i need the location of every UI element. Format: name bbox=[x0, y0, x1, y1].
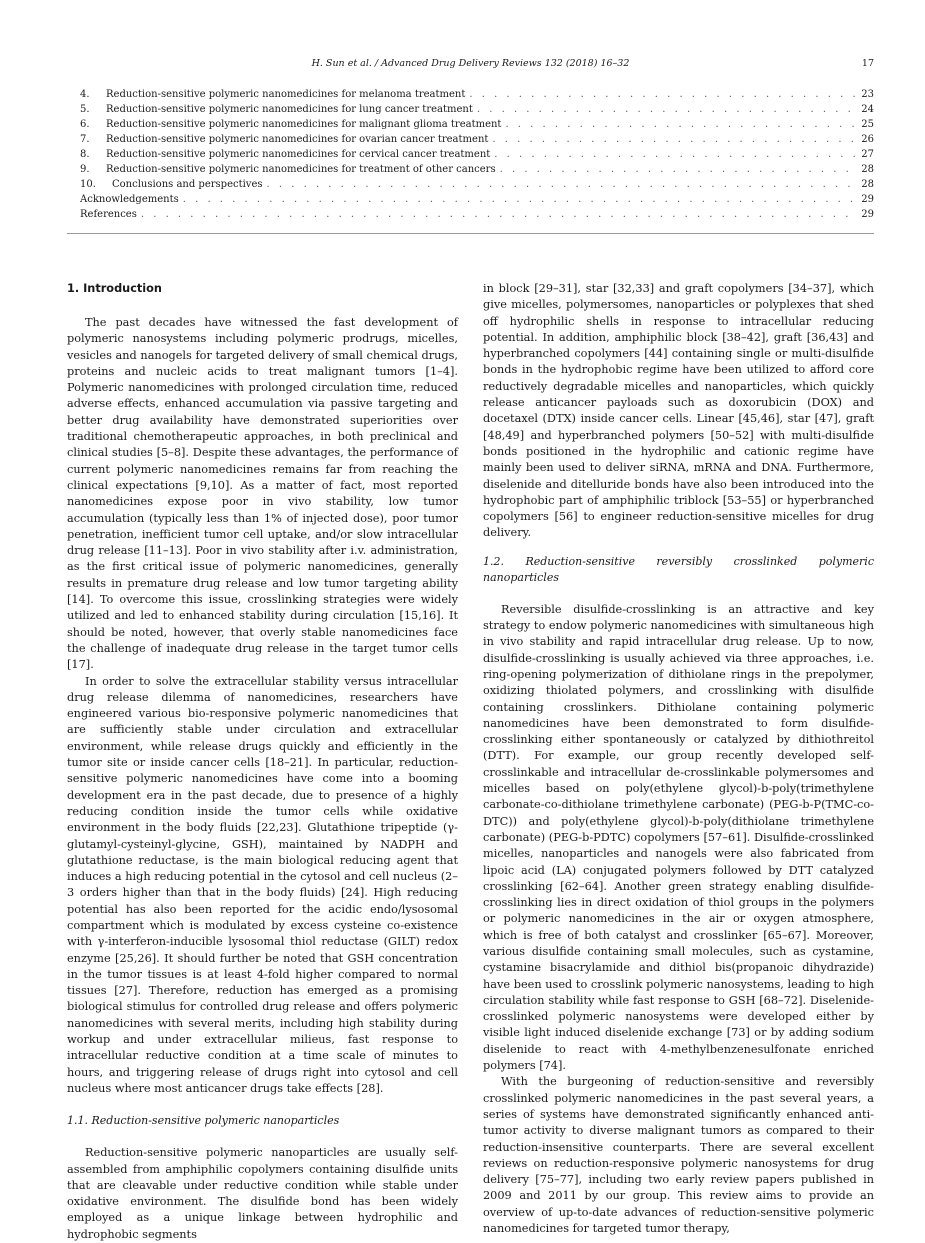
toc-page: 23 bbox=[861, 89, 874, 100]
toc-leader bbox=[505, 117, 856, 132]
toc-page: 29 bbox=[861, 194, 874, 205]
toc-leader bbox=[492, 132, 856, 147]
running-title: H. Sun et al. / Advanced Drug Delivery Reviews 132 (2018) 16–32 bbox=[311, 58, 630, 69]
subsection-heading: 1.2. Reduction-sensitive reversibly crosslinked polymeric nanoparticles bbox=[483, 554, 874, 584]
toc-title: References bbox=[80, 209, 137, 220]
toc-entry[interactable] bbox=[80, 132, 874, 147]
toc-title: Reduction-sensitive polymeric nanomedicines for malignant glioma treatment bbox=[106, 119, 502, 130]
toc-page: 24 bbox=[861, 104, 874, 115]
toc-leader bbox=[500, 162, 856, 177]
subsection-heading: 1.1. Reduction-sensitive polymeric nanoparticles bbox=[67, 1114, 340, 1128]
toc-title: Reduction-sensitive polymeric nanomedicines for melanoma treatment bbox=[106, 89, 466, 100]
paragraph: With the burgeoning of reduction-sensitive and reversibly crosslinked polymeric nanomedicines in the past several years, a series of systems have demonstrated significantly enhanced anti-tumor activity to diverse malignant tumors as compared to their reduction-insensitive counterparts. There are several excellent reviews on reduction-responsive polymeric nanosystems for drug delivery [75–77], including two early review papers published in 2009 and 2011 by our group. This review aims to provide an overview of up-to-date advances of reduction-sensitive polymeric nanomedicines for targeted tumor therapy, bbox=[483, 1075, 874, 1236]
toc-title: Reduction-sensitive polymeric nanomedicines for cervical cancer treatment bbox=[106, 149, 491, 160]
toc-number: 8. bbox=[80, 149, 90, 160]
toc-number: 10. bbox=[80, 179, 96, 190]
toc-page: 26 bbox=[861, 134, 874, 145]
toc-leader bbox=[477, 102, 856, 117]
toc-entry[interactable] bbox=[80, 147, 874, 162]
toc-title: Reduction-sensitive polymeric nanomedicines for treatment of other cancers bbox=[106, 164, 496, 175]
toc-leader bbox=[469, 87, 856, 102]
toc-title: Acknowledgements bbox=[80, 194, 179, 205]
toc-leader bbox=[267, 177, 856, 192]
section-divider bbox=[67, 233, 874, 234]
toc-number: 4. bbox=[80, 89, 90, 100]
toc-entry[interactable] bbox=[80, 177, 874, 192]
page-number: 17 bbox=[861, 58, 874, 69]
toc-leader bbox=[494, 147, 856, 162]
toc-page: 28 bbox=[861, 179, 874, 190]
toc-title: Reduction-sensitive polymeric nanomedicines for lung cancer treatment bbox=[106, 104, 473, 115]
toc-leader bbox=[183, 192, 856, 207]
toc-entry[interactable] bbox=[80, 192, 874, 207]
toc-page: 28 bbox=[861, 164, 874, 175]
toc-leader bbox=[141, 207, 856, 222]
toc-number: 9. bbox=[80, 164, 90, 175]
toc-entry[interactable] bbox=[80, 87, 874, 102]
paragraph: In order to solve the extracellular stability versus intracellular drug release dilemma of nanomedicines, researchers have engineered various bio-responsive polymeric nanomedicines that are sufficiently stable under circulation and extracellular environment, while release drugs quickly and efficiently in the tumor site or inside cancer cells [18–21]. In particular, reduction-sensitive polymeric nanomedicines have come into a booming development era in the past decade, due to presence of a highly reducing condition inside the tumor cells while oxidative environment in the body fluids [22,23]. Glutathione tripeptide (γ-glutamyl-cysteinyl-glycine, GSH), maintained by NADPH and glutathione reductase, is the main biological reducing agent that induces a high reducing potential in the cytosol and cell nucleus (2–3 orders higher than that in the body fluids) [24]. High reducing potential has also been reported for the acidic endo/lysosomal compartment which is modulated by excess cysteine co-existence with γ-interferon-inducible lysosomal thiol reductase (GILT) redox enzyme [25,26]. It should further be noted that GSH concentration in the tumor tissues is at least 4-fold higher compared to normal tissues [27]. Therefore, reduction has emerged as a promising biological stimulus for controlled drug release and offers polymeric nanomedicines with several merits, including high stability during workup and under extracellular milieus, fast response to intracellular reductive condition at a time scale of minutes to hours, and triggering release of drugs right into cytosol and cell nucleus where most anticancer drugs take effects [28]. bbox=[67, 674, 458, 1095]
toc-entry[interactable] bbox=[80, 162, 874, 177]
left-column bbox=[67, 281, 458, 1243]
toc-number: 6. bbox=[80, 119, 90, 130]
paragraph: Reversible disulfide-crosslinking is an attractive and key strategy to endow polymeric nanomedicines with simultaneous high in vivo stability and rapid intracellular drug release. Up to now, disulfide-crosslinking is usually achieved via three approaches, i.e. ring-opening polymerization of dithiolane rings in the prepolymer, oxidizing thiolated polymers, and crosslinking with disulfide containing crosslinkers. Dithiolane containing polymeric nanomedicines have been demonstrated to form disulfide-crosslinking either spontaneously or catalyzed by dithiothreitol (DTT). For example, our group recently developed self-crosslinkable and intracellular de-crosslinkable polymersomes and micelles based on poly(ethylene glycol)-b-poly(trimethylene carbonate-co-dithiolane trimethylene carbonate) (PEG-b-P(TMC-co-DTC)) and poly(ethylene glycol)-b-poly(dithiolane trimethylene carbonate) (PEG-b-PDTC) copolymers [57–61]. Disulfide-crosslinked micelles, nanoparticles and nanogels were also fabricated from lipoic acid (LA) conjugated polymers followed by DTT catalyzed crosslinking [62–64]. Another green strategy enabling disulfide-crosslinking lies in direct oxidation of thiol groups in the polymers or polymeric nanomedicines in the air or oxygen atmosphere, which is free of both catalyst and crosslinker [65–67]. Moreover, various disulfide containing small molecules, such as cystamine, cystamine bisacrylamide and dithiol bis(propanoic dihydrazide) have been used to crosslink polymeric nanosystems, leading to high circulation stability while fast response to GSH [68–72]. Diselenide-crosslinked polymeric nanosystems were developed either by visible light induced diselenide exchange [73] or by adding sodium diselenide to react with 4-methylbenzenesulfonate enriched polymers [74]. bbox=[483, 602, 874, 1073]
paragraph: Reduction-sensitive polymeric nanoparticles are usually self-assembled from amphiphilic copolymers containing disulfide units that are cleavable under reductive condition while stable under oxidative environment. The disulfide bond has been widely employed as a unique linkage between hydrophilic and hydrophobic segments bbox=[67, 1146, 458, 1241]
toc-entry[interactable] bbox=[80, 207, 874, 222]
toc-title: Conclusions and perspectives bbox=[112, 179, 263, 190]
toc-number: 5. bbox=[80, 104, 90, 115]
toc-page: 29 bbox=[861, 209, 874, 220]
paragraph: The past decades have witnessed the fast development of polymeric nanosystems including polymeric prodrugs, micelles, vesicles and nanogels for targeted delivery of small chemical drugs, proteins and nucleic acids to treat malignant tumors [1–4]. Polymeric nanomedicines with prolonged circulation time, reduced adverse effects, enhanced accumulation via passive targeting and better drug availability have demonstrated superiorities over traditional chemotherapeutic approaches, in both preclinical and clinical studies [5–8]. Despite these advantages, the performance of current polymeric nanomedicines remains far from reaching the clinical expectations [9,10]. As a matter of fact, most reported nanomedicines expose poor in vivo stability, low tumor accumulation (typically less than 1% of injected dose), poor tumor penetration, inefficient tumor cell uptake, and/or slow intracellular drug release [11–13]. Poor in vivo stability after i.v. administration, as the first critical issue of polymeric nanomedicines, generally results in premature drug release and low tumor targeting ability [14]. To overcome this issue, crosslinking strategies were widely utilized and led to enhanced stability during circulation [15,16]. It should be noted, however, that overly stable nanomedicines face the challenge of inadequate drug release in the target tumor cells [17]. bbox=[67, 316, 458, 672]
toc-entry[interactable] bbox=[80, 117, 874, 132]
section-heading: 1. Introduction bbox=[67, 282, 162, 295]
toc-number: 7. bbox=[80, 134, 90, 145]
toc-entry[interactable] bbox=[80, 102, 874, 117]
table-of-contents bbox=[80, 87, 874, 222]
running-header bbox=[67, 58, 874, 72]
toc-page: 27 bbox=[861, 149, 874, 160]
toc-page: 25 bbox=[861, 119, 874, 130]
right-column bbox=[483, 281, 874, 1237]
toc-title: Reduction-sensitive polymeric nanomedicines for ovarian cancer treatment bbox=[106, 134, 489, 145]
paragraph: in block [29–31], star [32,33] and graft copolymers [34–37], which give micelles, polymersomes, nanoparticles or polyplexes that shed off hydrophilic shells in response to intracellular reducing potential. In addition, amphiphilic block [38–42], graft [36,43] and hyperbranched copolymers [44] containing single or multi-disulfide bonds in the hydrophobic regime have been utilized to afford core reductively degradable micelles and nanoparticles, which quickly release anticancer payloads such as doxorubicin (DOX) and docetaxel (DTX) inside cancer cells. Linear [45,46], star [47], graft [48,49] and hyperbranched polymers [50–52] with multi-disulfide bonds positioned in the hydrophilic and cationic regime have mainly been used to deliver siRNA, mRNA and DNA. Furthermore, diselenide and ditelluride bonds have also been introduced into the hydrophobic part of amphiphilic triblock [53–55] or hyperbranched copolymers [56] to engineer reduction-sensitive micelles for drug delivery. bbox=[483, 282, 874, 540]
